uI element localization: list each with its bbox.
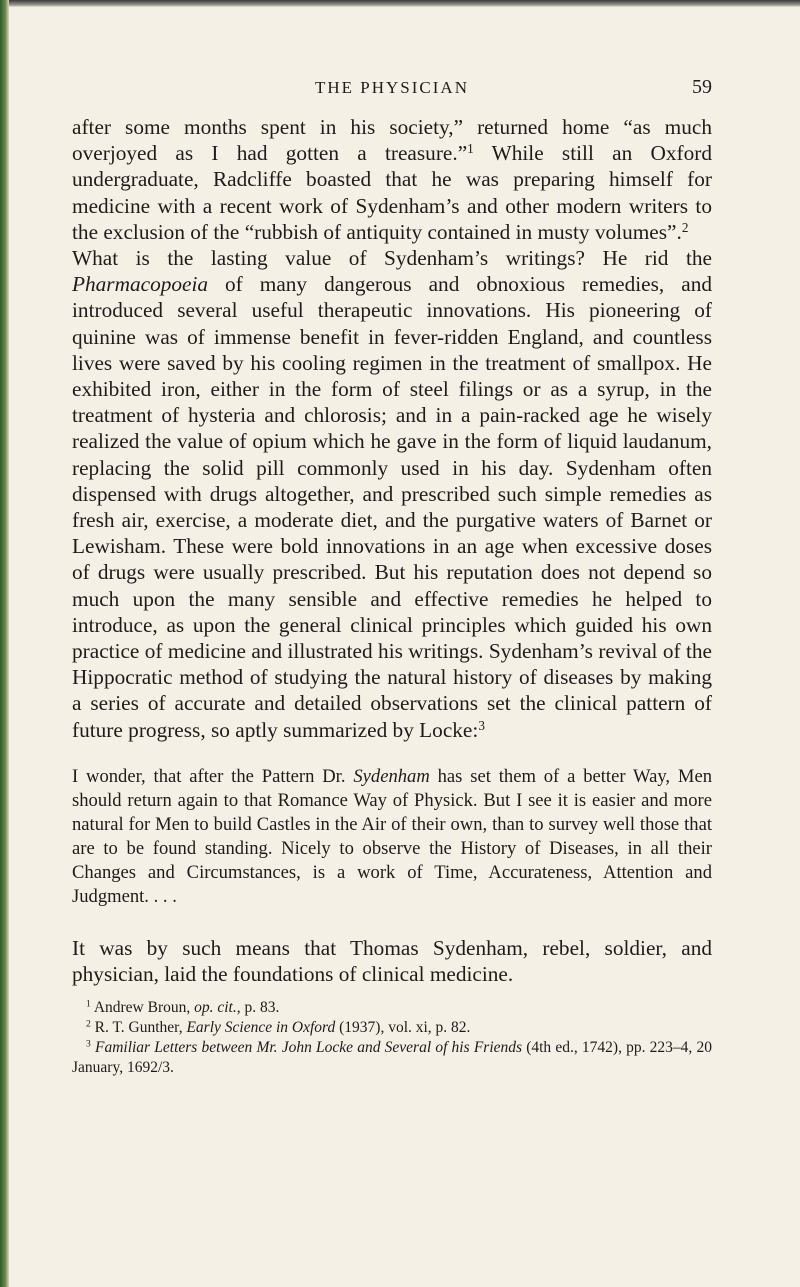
- footnote-2-number: 2: [86, 1018, 91, 1030]
- page-top-edge: [0, 0, 800, 7]
- running-head: THE PHYSICIAN: [315, 78, 469, 97]
- footnote-1: [72, 998, 712, 1018]
- footnote-ref-3: 3: [478, 717, 485, 733]
- page-header: [72, 78, 712, 114]
- footnote-1-text-b: , p. 83.: [236, 998, 280, 1016]
- footnote-3-italic: Familiar Letters between Mr. John Locke and Several of his Friends: [90, 1038, 523, 1056]
- book-spine-edge: [0, 0, 9, 1287]
- footnote-3-number: 3: [86, 1038, 91, 1050]
- quote-text-b: has set them of a better Way, Men should return again to that Romance Way of Physick. But I see it is easier and more natural for Men to build Castles in the Air of their own, than to survey well those that are to be found standing. Nicely to observe the History of Diseases, in all their Changes and Circumstances, is a work of Time, Accurateness, Attention and Judgment. . . .: [72, 765, 713, 907]
- book-page: [72, 78, 712, 1078]
- quote-italic-sydenham: Sydenham: [353, 765, 430, 787]
- paragraph-2: [72, 245, 712, 743]
- footnote-3: [72, 1038, 712, 1078]
- footnote-2-text-b: (1937), vol. xi, p. 82.: [335, 1018, 471, 1036]
- block-quote: [72, 765, 712, 909]
- pharmacopoeia-italic: Pharmacopoeia: [72, 272, 209, 297]
- footnote-2-text-a: R. T. Gunther,: [90, 1018, 187, 1036]
- footnote-3-text-b: (4th ed., 1742), pp. 223–4, 20 January, 1692/3.: [72, 1038, 712, 1076]
- footnote-2-italic: Early Science in Oxford: [186, 1018, 336, 1036]
- paragraph-1-text-b: While still an Oxford undergraduate, Radcliffe boasted that he was preparing himself for medicine with a recent work of Sydenham’s and other modern writers to the exclusion of the “rubbish of antiquity contained in musty volumes”.: [72, 141, 713, 244]
- footnotes: [72, 998, 712, 1078]
- footnote-1-text-a: Andrew Broun,: [90, 998, 195, 1016]
- paragraph-1-text-a: after some months spent in his society,” returned home “as much overjoyed as I had gotten a treasure.”: [72, 115, 712, 166]
- footnote-1-number: 1: [86, 998, 91, 1010]
- quote-paragraph: [72, 765, 712, 909]
- paragraph-2-text-b: of many dangerous and obnoxious remedies, and introduced several useful therapeutic innovations. His pioneering of quinine was of immense benefit in fever-ridden England, and countless lives were saved by his cooling regimen in the treatment of smallpox. He exhibited iron, either in the form of steel filings or as a syrup, in the treatment of hysteria and chlorosis; and in a pain-racked age he wisely realized the value of opium which he gave in the form of liquid laudanum, replacing the solid pill commonly used in his day. Sydenham often dispensed with drugs altogether, and prescribed such simple remedies as fresh air, exercise, a moderate diet, and the purgative waters of Barnet or Lewisham. These were bold innovations in an age when excessive doses of drugs were usually prescribed. But his reputation does not depend so much upon the many sensible and effective remedies he helped to introduce, as upon the general clinical principles which guided his own practice of medicine and illustrated his writings. Sydenham’s revival of the Hippocratic method of studying the natural history of diseases by making a series of accurate and detailed observations set the clinical pattern of future progress, so aptly summarized by Locke:: [72, 272, 712, 742]
- footnote-1-italic: op. cit.: [194, 998, 237, 1016]
- main-text: [72, 114, 712, 743]
- paragraph-1: [72, 114, 712, 245]
- closing-text: It was by such means that Thomas Sydenham, rebel, soldier, and physician, laid the foundations of clinical medicine.: [72, 935, 712, 987]
- footnote-ref-1: 1: [467, 140, 474, 156]
- closing-paragraph: [72, 935, 712, 988]
- footnote-2: [72, 1018, 712, 1038]
- quote-text-a: I wonder, that after the Pattern Dr.: [72, 765, 354, 787]
- footnote-ref-2: 2: [681, 219, 689, 235]
- page-number: 59: [692, 76, 712, 98]
- paragraph-2-text-a: What is the lasting value of Sydenham’s writings? He rid the: [72, 246, 712, 271]
